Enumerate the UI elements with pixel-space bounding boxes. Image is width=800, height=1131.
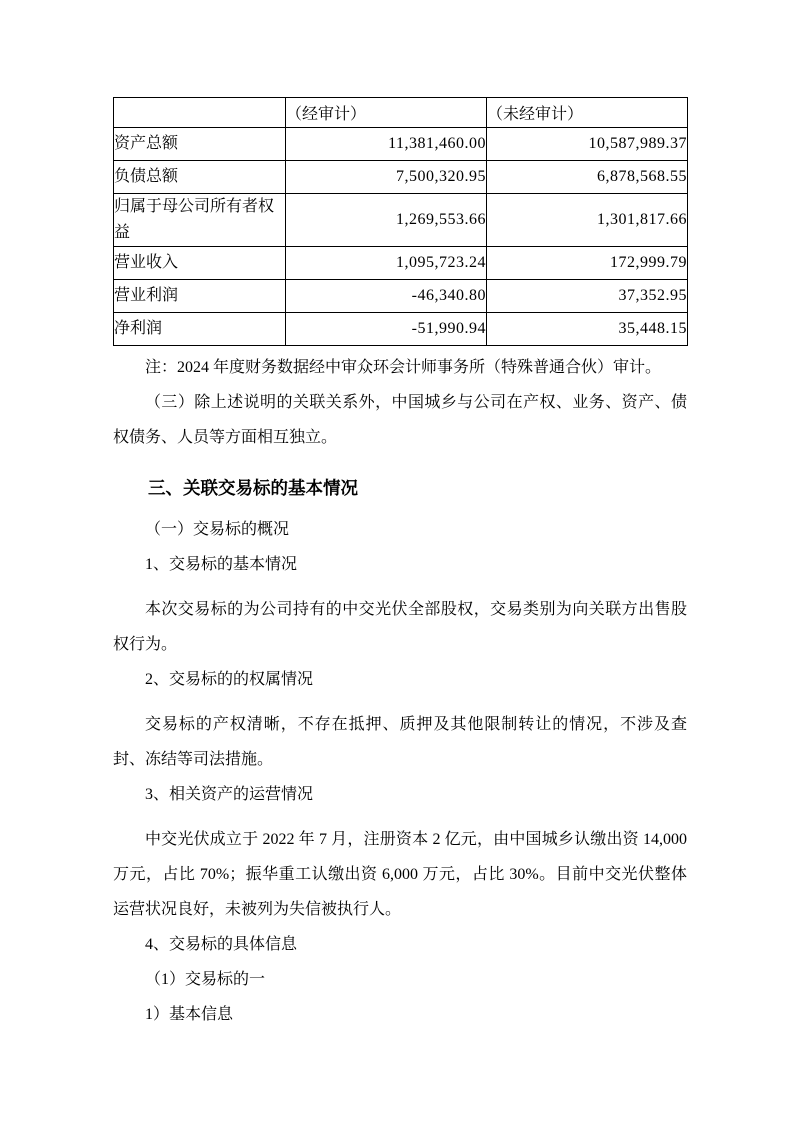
sub-item1-title: （1）交易标的一	[145, 971, 266, 988]
row-label: 负债总额	[114, 161, 286, 194]
row-label: 资产总额	[114, 128, 286, 161]
item2-body: 交易标的产权清晰，不存在抵押、质押及其他限制转让的情况，不涉及查封、冻结等司法措施。	[113, 716, 687, 768]
row-label: 净利润	[114, 313, 286, 346]
unaudited-value: 1,301,817.66	[487, 194, 688, 247]
table-row-net-profit	[114, 313, 688, 346]
table-header-row	[114, 98, 688, 128]
audited-value: -51,990.94	[286, 313, 487, 346]
table-header-unaudited: （未经审计）	[487, 98, 688, 128]
financial-summary-table	[113, 97, 688, 346]
unaudited-value: 6,878,568.55	[487, 161, 688, 194]
paragraph-independence: （三）除上述说明的关联关系外，中国城乡与公司在产权、业务、资产、债权债务、人员等方面相互独立。	[113, 394, 687, 446]
item3-title: 3、相关资产的运营情况	[145, 786, 314, 803]
row-label: 营业利润	[114, 280, 286, 313]
audited-value: 11,381,460.00	[286, 128, 487, 161]
table-row-operating-revenue	[114, 247, 688, 280]
unaudited-value: 172,999.79	[487, 247, 688, 280]
row-label: 归属于母公司所有者权益	[114, 194, 286, 247]
unaudited-value: 10,587,989.37	[487, 128, 688, 161]
item3-body: 中交光伏成立于 2022 年 7 月，注册资本 2 亿元，由中国城乡认缴出资 14,000 万元，占比 70%；振华重工认缴出资 6,000 万元，占比 30%。目前中交光伏整体运营状况良好，未被列为失信被执行人。	[113, 831, 687, 918]
table-row-total-assets	[114, 128, 688, 161]
table-row-total-liabilities	[114, 161, 688, 194]
table-row-operating-profit	[114, 280, 688, 313]
table-header-blank	[114, 98, 286, 128]
audited-value: 1,269,553.66	[286, 194, 487, 247]
unaudited-value: 35,448.15	[487, 313, 688, 346]
audited-value: 7,500,320.95	[286, 161, 487, 194]
item2-title: 2、交易标的的权属情况	[145, 671, 314, 688]
section-heading-three: 三、关联交易标的基本情况	[148, 478, 358, 498]
audited-value: -46,340.80	[286, 280, 487, 313]
item1-title: 1、交易标的基本情况	[145, 556, 298, 573]
document-content	[113, 97, 687, 1032]
subsection-one-title: （一）交易标的概况	[145, 521, 290, 538]
audit-note: 注：2024 年度财务数据经中审众环会计师事务所（特殊普通合伙）审计。	[145, 359, 662, 376]
table-row-parent-equity	[114, 194, 688, 247]
item4-title: 4、交易标的具体信息	[145, 936, 298, 953]
row-label: 营业收入	[114, 247, 286, 280]
item1-body: 本次交易标的为公司持有的中交光伏全部股权，交易类别为向关联方出售股权行为。	[113, 601, 687, 653]
table-header-audited: （经审计）	[286, 98, 487, 128]
audited-value: 1,095,723.24	[286, 247, 487, 280]
unaudited-value: 37,352.95	[487, 280, 688, 313]
sub-item1-basic-info: 1）基本信息	[145, 1006, 234, 1023]
